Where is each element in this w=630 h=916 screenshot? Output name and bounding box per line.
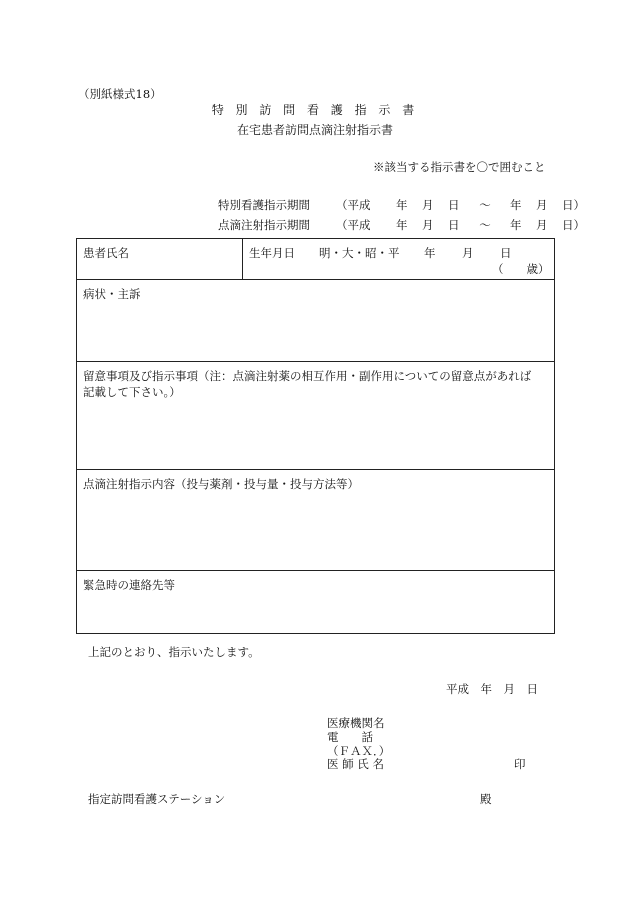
special-nursing-period-label: 特別看護指示期間 <box>218 198 310 212</box>
period-start-year: 年 <box>396 218 408 232</box>
special-nursing-period-row <box>218 197 585 213</box>
period-start-month: 月 <box>422 218 434 232</box>
period-end-month: 月 <box>536 198 548 212</box>
period-start-month: 月 <box>422 198 434 212</box>
patient-row-divider <box>242 239 243 279</box>
institution-name-label: 医療機関名 <box>327 716 385 730</box>
patient-name-label: 患者氏名 <box>83 246 129 260</box>
period-era: （平成 <box>336 198 371 212</box>
period-start-day: 日 <box>448 198 460 212</box>
period-end-year: 年 <box>510 198 522 212</box>
period-end-month: 月 <box>536 218 548 232</box>
patient-row <box>77 239 554 280</box>
instruction-table <box>76 238 555 634</box>
birth-month: 月 <box>462 246 474 260</box>
period-end-year: 年 <box>510 218 522 232</box>
birthdate-label: 生年月日 <box>249 246 295 260</box>
emergency-contact-row <box>77 571 554 633</box>
document-title: 特 別 訪 問 看 護 指 示 書 <box>211 103 419 117</box>
period-start-day: 日 <box>448 218 460 232</box>
iv-injection-period-label: 点滴注射指示期間 <box>218 218 310 232</box>
addressee-station: 指定訪問看護ステーション <box>88 792 226 806</box>
birth-year: 年 <box>424 246 436 260</box>
period-end-day: 日） <box>562 218 585 232</box>
condition-label: 病状・主訴 <box>83 287 141 301</box>
emergency-contact-label: 緊急時の連絡先等 <box>83 578 175 592</box>
notes-row <box>77 362 554 470</box>
phone-label: 電 話 <box>327 730 373 744</box>
instruction-note: ※該当する指示書を〇で囲むこと <box>373 160 546 174</box>
period-tilde: ～ <box>479 198 491 212</box>
fax-label: （ＦＡＸ．） <box>327 744 391 758</box>
document-subtitle: 在宅患者訪問点滴注射指示書 <box>236 123 393 137</box>
birthdate-eras: 明・大・昭・平 <box>319 246 400 260</box>
iv-injection-period-row <box>218 217 585 233</box>
iv-content-row <box>77 470 554 571</box>
period-era: （平成 <box>336 218 371 232</box>
seal-mark: 印 <box>514 757 526 771</box>
birthdate-field <box>249 245 512 261</box>
closing-statement: 上記のとおり、指示いたします。 <box>88 645 260 659</box>
period-tilde: ～ <box>479 218 491 232</box>
doctor-name-label: 医 師 氏 名 <box>327 757 384 771</box>
notes-label-line1: 留意事項及び指示事項（注：点滴注射薬の相互作用・副作用についての留意点があれば <box>83 369 532 383</box>
condition-row <box>77 280 554 362</box>
notes-label-line2: 記載して下さい。） <box>83 385 181 399</box>
iv-content-label: 点滴注射指示内容（投与薬剤・投与量・投与方法等） <box>83 477 359 491</box>
honorific: 殿 <box>480 792 492 806</box>
birth-day: 日 <box>500 246 512 260</box>
age-field: （ 歳） <box>492 262 550 276</box>
period-end-day: 日） <box>562 198 585 212</box>
issue-date: 平成 年 月 日 <box>446 682 538 696</box>
period-start-year: 年 <box>396 198 408 212</box>
form-number: （別紙様式18） <box>78 87 162 101</box>
